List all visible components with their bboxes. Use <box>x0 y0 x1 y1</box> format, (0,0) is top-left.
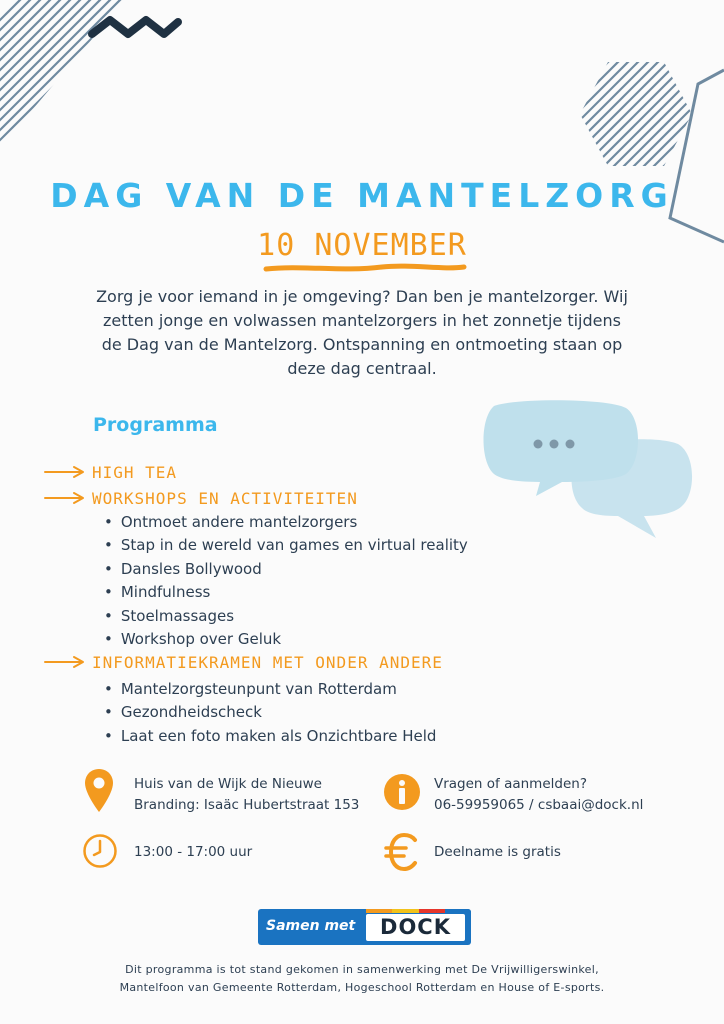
date-underline <box>262 262 468 274</box>
logo-name: DOCK <box>366 914 465 941</box>
location-line: Branding: Isaäc Hubertstraat 153 <box>134 797 360 813</box>
info-icon <box>383 773 421 811</box>
arrow-right-icon <box>44 465 86 479</box>
price-text: Deelname is gratis <box>434 844 561 860</box>
arrow-right-icon <box>44 491 86 505</box>
location-line: Huis van de Wijk de Nieuwe <box>134 776 322 792</box>
logo-color-bar <box>366 909 471 913</box>
footer-line: Dit programma is tot stand gekomen in samenwerking met De Vrijwilligerswinkel, <box>125 963 599 976</box>
dock-logo <box>258 909 471 945</box>
section-label: INFORMATIEKRAMEN MET ONDER ANDERE <box>92 652 443 672</box>
list-item: • Laat een foto maken als Onzichtbare Held <box>104 725 436 748</box>
zigzag-decoration <box>84 8 184 48</box>
contact-line: Vragen of aanmelden? <box>434 776 587 792</box>
workshops-list <box>104 511 468 651</box>
arrow-right-icon <box>44 655 86 669</box>
list-item: • Mindfulness <box>104 581 468 604</box>
program-section-high-tea <box>44 461 177 483</box>
time-text: 13:00 - 17:00 uur <box>134 844 253 860</box>
speech-bubbles-icon <box>478 398 702 544</box>
clock-icon <box>82 833 118 869</box>
contact-text <box>434 774 643 816</box>
intro-line: deze dag centraal. <box>287 359 437 378</box>
list-item: • Gezondheidscheck <box>104 701 436 724</box>
program-section-informatiekramen <box>44 651 443 673</box>
list-item: • Mantelzorgsteunpunt van Rotterdam <box>104 678 436 701</box>
list-item: • Stoelmassages <box>104 605 468 628</box>
contact-line: 06-59959065 / csbaai@dock.nl <box>434 797 644 813</box>
event-date: 10 NOVEMBER <box>257 228 467 263</box>
intro-line: zetten jonge en volwassen mantelzorgers in het zonnetje tijdens <box>103 311 621 330</box>
intro-line: de Dag van de Mantelzorg. Ontspanning en ontmoeting staan op <box>101 335 623 354</box>
location-text <box>134 774 359 816</box>
logo-prefix: Samen met <box>266 918 356 934</box>
section-label: WORKSHOPS EN ACTIVITEITEN <box>92 488 358 508</box>
location-pin-icon <box>84 768 114 814</box>
list-item: • Stap in de wereld van games en virtual reality <box>104 534 468 557</box>
hexagon-decoration <box>580 40 724 250</box>
list-item: • Ontmoet andere mantelzorgers <box>104 511 468 534</box>
intro-paragraph <box>70 285 654 381</box>
footer-line: Mantelfoon van Gemeente Rotterdam, Hogeschool Rotterdam en House of E-sports. <box>119 981 605 994</box>
list-item: • Workshop over Geluk <box>104 628 468 651</box>
program-section-workshops <box>44 487 358 509</box>
intro-line: Zorg je voor iemand in je omgeving? Dan ben je mantelzorger. Wij <box>96 287 628 306</box>
informatiekramen-list <box>104 678 436 748</box>
footer-credits <box>40 961 684 997</box>
section-label: HIGH TEA <box>92 462 178 482</box>
euro-icon <box>384 832 420 872</box>
programma-heading: Programma <box>93 414 218 436</box>
list-item: • Dansles Bollywood <box>104 558 468 581</box>
page-title: DAG VAN DE MANTELZORG <box>50 176 674 215</box>
